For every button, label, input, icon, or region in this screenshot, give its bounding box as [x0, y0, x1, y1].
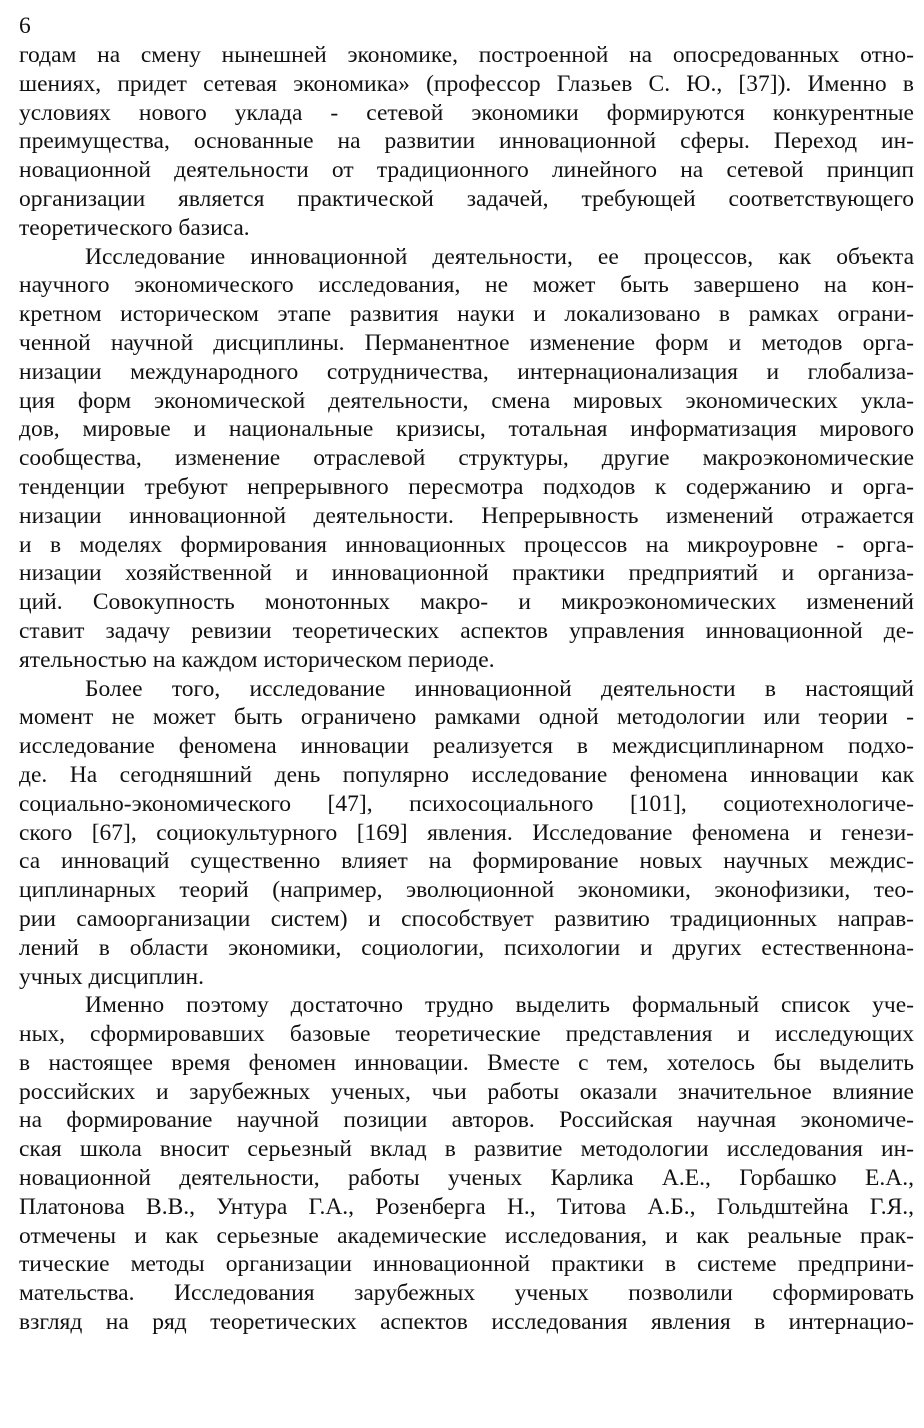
- text-line: исследование феномена инновации реализуется в междисциплинарном подхо-: [19, 733, 914, 760]
- text-line: взгляд на ряд теоретических аспектов исследования явления в интернацио-: [19, 1309, 914, 1336]
- text-line: ций. Совокупность монотонных макро- и микроэкономических изменений: [19, 589, 914, 616]
- text-line: ставит задачу ревизии теоретических аспектов управления инновационной де-: [19, 617, 914, 644]
- text-line: низации хозяйственной и инновационной практики предприятий и организа-: [19, 560, 914, 587]
- text-line: на формирование научной позиции авторов. Российская научная экономиче-: [19, 1107, 914, 1134]
- text-line: научного экономического исследования, не может быть завершено на кон-: [19, 272, 914, 299]
- text-line: Более того, исследование инновационной деятельности в настоящий: [85, 675, 914, 702]
- text-line: момент не может быть ограничено рамками одной методологии или теории -: [19, 704, 914, 731]
- page-number: 6: [19, 13, 31, 39]
- paragraph: [19, 675, 914, 992]
- text-line: и в моделях формирования инновационных процессов на микроуровне - орга-: [19, 531, 914, 558]
- paragraph: [19, 243, 914, 675]
- text-line: Платонова В.В., Унтура Г.А., Розенберга Н., Титова А.Б., Гольдштейна Г.Я.,: [19, 1193, 914, 1220]
- text-line: преимущества, основанные на развитии инновационной сферы. Переход ин-: [19, 128, 914, 155]
- text-line: ская школа вносит серьезный вклад в развитие методологии исследования ин-: [19, 1136, 914, 1163]
- text-line: ция форм экономической деятельности, смена мировых экономических укла-: [19, 387, 914, 414]
- text-line: тенденции требуют непрерывного пересмотра подходов к содержанию и орга-: [19, 473, 914, 500]
- text-line: годам на смену нынешней экономике, построенной на опосредованных отно-: [19, 42, 914, 68]
- text-line: низации международного сотрудничества, интернационализация и глобализа-: [19, 358, 914, 385]
- text-line: циплинарных теорий (например, эволюционной экономики, эконофизики, тео-: [19, 877, 914, 904]
- text-line: ных, сформировавших базовые теоретические представления и исследующих: [19, 1021, 914, 1048]
- text-line: мательства. Исследования зарубежных ученых позволили сформировать: [19, 1280, 914, 1307]
- text-line: в настоящее время феномен инновации. Вместе с тем, хотелось бы выделить: [19, 1049, 914, 1076]
- text-line: условиях нового уклада - сетевой экономики формируются конкурентные: [19, 99, 914, 126]
- text-line: низации инновационной деятельности. Непрерывность изменений отражается: [19, 502, 914, 529]
- text-line: дов, мировые и национальные кризисы, тотальная информатизация мирового: [19, 416, 914, 443]
- text-line: отмечены и как серьезные академические исследования, и как реальные прак-: [19, 1222, 914, 1249]
- text-line: лений в области экономики, социологии, психологии и других естественнона-: [19, 934, 914, 961]
- text-line: социально-экономического [47], психосоциального [101], социотехнологиче-: [19, 790, 914, 817]
- text-line: ского [67], социокультурного [169] явления. Исследование феномена и генези-: [19, 819, 914, 846]
- body-text: [19, 41, 914, 1337]
- text-line: ченной научной дисциплины. Перманентное изменение форм и методов орга-: [19, 329, 914, 356]
- text-line: теоретического базиса.: [19, 214, 250, 241]
- text-line: де. На сегодняшний день популярно исследование феномена инновации как: [19, 761, 914, 788]
- text-line: организации является практической задачей, требующей соответствующего: [19, 185, 914, 212]
- text-line: ятельностью на каждом историческом периоде.: [19, 646, 495, 673]
- paragraph: [19, 41, 914, 243]
- text-line: шениях, придет сетевая экономика» (профессор Глазьев С. Ю., [37]). Именно в: [19, 70, 914, 97]
- text-line: кретном историческом этапе развития науки и локализовано в рамках ограни-: [19, 301, 914, 328]
- text-line: сообщества, изменение отраслевой структуры, другие макроэкономические: [19, 445, 914, 472]
- paragraph: [19, 991, 914, 1337]
- text-line: учных дисциплин.: [19, 963, 205, 990]
- text-line: рии самоорганизации систем) и способствует развитию традиционных направ-: [19, 905, 914, 932]
- text-line: Именно поэтому достаточно трудно выделить формальный список уче-: [85, 992, 914, 1019]
- text-line: са инноваций существенно влияет на формирование новых научных междис-: [19, 848, 914, 875]
- text-line: новационной деятельности, работы ученых Карлика А.Е., Горбашко Е.А.,: [19, 1165, 914, 1192]
- text-line: Исследование инновационной деятельности, ее процессов, как объекта: [85, 243, 914, 270]
- text-line: тические методы организации инновационной практики в системе предприни-: [19, 1251, 914, 1278]
- text-line: новационной деятельности от традиционного линейного на сетевой принцип: [19, 157, 914, 184]
- text-line: российских и зарубежных ученых, чьи работы оказали значительное влияние: [19, 1078, 914, 1105]
